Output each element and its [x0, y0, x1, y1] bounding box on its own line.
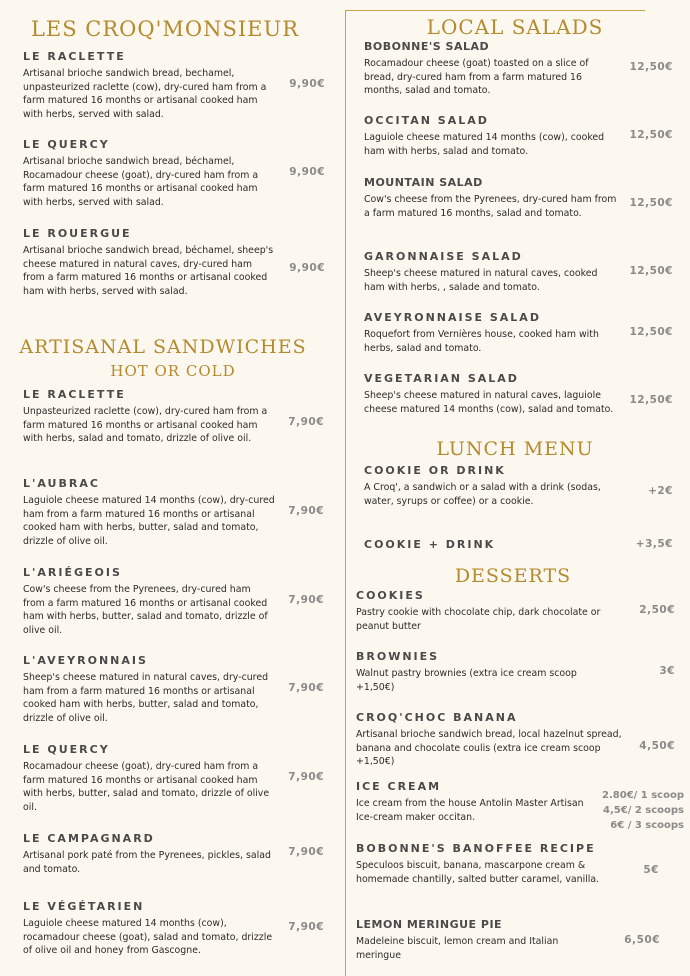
salad-item — [364, 176, 619, 220]
item-price: 9,90€ — [289, 262, 325, 274]
salad-item — [364, 250, 619, 294]
item-price: 7,90€ — [288, 846, 324, 858]
desserts-heading: DESSERTS — [454, 565, 572, 587]
item-price: 7,90€ — [288, 921, 324, 933]
salad-item — [364, 114, 619, 158]
item-name: LEMON MERINGUE PIE — [356, 918, 503, 931]
item-name: LE QUERCY — [23, 743, 110, 756]
dessert-item — [356, 918, 606, 962]
sandwich-item — [23, 388, 275, 446]
item-description: A Croq', a sandwich or a salad with a drink (sodas, water, syrups or coffee) or a cookie. — [364, 482, 601, 507]
item-description: Laguiole cheese matured 14 months (cow), rocamadour cheese (goat), salad and tomato, drizzle of olive oil and honey from Gascogne. — [23, 918, 273, 957]
lunch-heading: LUNCH MENU — [436, 438, 594, 460]
sandwiches-subheading: HOT OR COLD — [110, 362, 236, 380]
item-name: BROWNIES — [356, 650, 440, 663]
item-description: Laguiole cheese matured 14 months (cow), cooked ham with herbs, salad and tomato. — [364, 132, 605, 157]
dessert-item — [356, 842, 606, 886]
item-price: 7,90€ — [288, 416, 324, 428]
item-description: Ice cream from the house Antolin Master Artisan Ice-cream maker occitan. — [356, 798, 584, 823]
sandwich-item — [23, 654, 275, 725]
dessert-item — [356, 589, 606, 633]
sandwich-item — [23, 566, 275, 637]
item-description: Madeleine biscuit, lemon cream and Italian meringue — [356, 936, 559, 961]
sandwich-item — [23, 477, 275, 548]
item-price: +2€ — [648, 485, 673, 497]
salad-item — [364, 311, 619, 355]
croq-item — [23, 227, 275, 298]
item-price: 7,90€ — [288, 771, 324, 783]
item-description: Artisanal brioche sandwich bread, béchamel, sheep's cheese matured in natural caves, dry-cured ham from a farm matured 16 months or artisanal cooked ham with herbs, served with salad. — [23, 245, 274, 297]
top-rule — [345, 10, 645, 11]
item-description: Artisanal brioche sandwich bread, bechamel, unpasteurized raclette (cow), dry-cured ham from a farm matured 16 months or artisanal cooked ham with herbs, served with salad. — [23, 68, 267, 120]
salads-heading: LOCAL SALADS — [426, 15, 604, 39]
item-price: 6€ / 3 scoops — [610, 820, 684, 831]
item-price: 7,90€ — [288, 505, 324, 517]
item-name: LE VÉGÉTARIEN — [23, 900, 145, 913]
item-name: COOKIES — [356, 589, 425, 602]
lunch-item — [364, 464, 604, 508]
dessert-item — [356, 780, 584, 824]
item-price: 5€ — [643, 864, 659, 876]
croq-heading: LES CROQ'MONSIEUR — [30, 17, 300, 41]
item-description: Rocamadour cheese (goat) toasted on a slice of bread, dry-cured ham from a farm matured 16 months, salad and tomato. — [364, 58, 589, 97]
item-price: 12,50€ — [629, 265, 673, 277]
item-name: BOBONNE'S SALAD — [364, 40, 490, 53]
item-name: LE CAMPAGNARD — [23, 832, 155, 845]
item-price: 12,50€ — [629, 197, 673, 209]
item-name: L'AUBRAC — [23, 477, 100, 490]
item-description: Pastry cookie with chocolate chip, dark chocolate or peanut butter — [356, 607, 601, 632]
item-description: Sheep's cheese matured in natural caves, dry-cured ham from a farm matured 16 months or artisanal cooked ham with herbs, butter, salad and tomato, drizzle of olive oil. — [23, 672, 269, 724]
item-description: Artisanal brioche sandwich bread, local hazelnut spread, banana and chocolate coulis (extra ice cream scoop +1,50€) — [356, 729, 622, 768]
dessert-item — [356, 650, 606, 694]
item-price: 9,90€ — [289, 78, 325, 90]
item-name: CROQ'CHOC BANANA — [356, 711, 518, 724]
item-name: AVEYRONNAISE SALAD — [364, 311, 541, 324]
item-description: Walnut pastry brownies (extra ice cream scoop +1,50€) — [356, 668, 577, 693]
item-name: LE RACLETTE — [23, 388, 126, 401]
item-name: LE RACLETTE — [23, 50, 126, 63]
item-name: MOUNTAIN SALAD — [364, 176, 483, 189]
item-price: 7,90€ — [288, 682, 324, 694]
item-price: 12,50€ — [629, 394, 673, 406]
item-description: Unpasteurized raclette (cow), dry-cured ham from a farm matured 16 months or artisanal cooked ham with herbs, salad and tomato, drizzle of olive oil. — [23, 406, 268, 445]
item-name: ICE CREAM — [356, 780, 442, 793]
item-price: 9,90€ — [289, 166, 325, 178]
item-name: BOBONNE'S BANOFFEE RECIPE — [356, 842, 596, 855]
item-name: OCCITAN SALAD — [364, 114, 489, 127]
item-price: 4,50€ — [639, 740, 675, 752]
salad-item — [364, 372, 619, 416]
item-price: 12,50€ — [629, 61, 673, 73]
item-name: LE QUERCY — [23, 138, 110, 151]
item-price: 3€ — [659, 665, 675, 677]
croq-item — [23, 50, 275, 121]
salad-item — [364, 40, 619, 98]
sandwich-item — [23, 743, 275, 814]
item-description: Artisanal brioche sandwich bread, béchamel, Rocamadour cheese (goat), dry-cured ham from a farm matured 16 months or artisanal cooked ham with herbs, served with salad. — [23, 156, 259, 208]
sandwiches-heading: ARTISANAL SANDWICHES — [19, 336, 307, 358]
item-price: 7,90€ — [288, 594, 324, 606]
item-name: L'ARIÉGEOIS — [23, 566, 122, 579]
item-description: Cow's cheese from the Pyrenees, dry-cured ham from a farm matured 16 months or artisanal cooked ham with herbs, butter, salad and tomato, drizzle of olive oil. — [23, 584, 268, 636]
sandwich-item — [23, 832, 275, 876]
item-price: 2.80€/ 1 scoop — [602, 790, 684, 801]
item-name: L'AVEYRONNAIS — [23, 654, 148, 667]
item-price: 4,5€/ 2 scoops — [603, 805, 684, 816]
item-name: GARONNAISE SALAD — [364, 250, 523, 263]
item-name: VEGETARIAN SALAD — [364, 372, 519, 385]
sandwich-item — [23, 900, 281, 958]
item-name: COOKIE OR DRINK — [364, 464, 506, 477]
item-description: Laguiole cheese matured 14 months (cow), dry-cured ham from a farm matured 16 months or artisanal cooked ham with herbs, butter, salad and tomato, drizzle of olive oil. — [23, 495, 275, 547]
item-description: Sheep's cheese matured in natural caves, cooked ham with herbs, , salade and tomato. — [364, 268, 598, 293]
item-description: Cow's cheese from the Pyrenees, dry-cured ham from a farm matured 16 months, salad and tomato. — [364, 194, 617, 219]
croq-item — [23, 138, 275, 209]
column-divider — [345, 10, 346, 976]
dessert-item — [356, 711, 624, 769]
item-description: Sheep's cheese matured in natural caves, laguiole cheese matured 14 months (cow), salad and tomato. — [364, 390, 614, 415]
item-price: 6,50€ — [624, 934, 660, 946]
item-description: Rocamadour cheese (goat), dry-cured ham from a farm matured 16 months or artisanal cooked ham with herbs, butter, salad and tomato, drizzle of olive oil. — [23, 761, 270, 813]
ice-cream-prices — [578, 788, 684, 833]
item-price: 12,50€ — [629, 326, 673, 338]
item-price: 2,50€ — [639, 604, 675, 616]
item-description: Artisanal pork paté from the Pyrenees, pickles, salad and tomato. — [23, 850, 271, 875]
item-price: +3,5€ — [635, 538, 673, 550]
item-description: Roquefort from Vernières house, cooked ham with herbs, salad and tomato. — [364, 329, 599, 354]
item-name: COOKIE + DRINK — [364, 538, 496, 551]
item-name: LE ROUERGUE — [23, 227, 132, 240]
item-price: 12,50€ — [629, 129, 673, 141]
lunch-item — [364, 538, 604, 552]
item-description: Speculoos biscuit, banana, mascarpone cream & homemade chantilly, salted butter caramel, vanilla. — [356, 860, 600, 885]
